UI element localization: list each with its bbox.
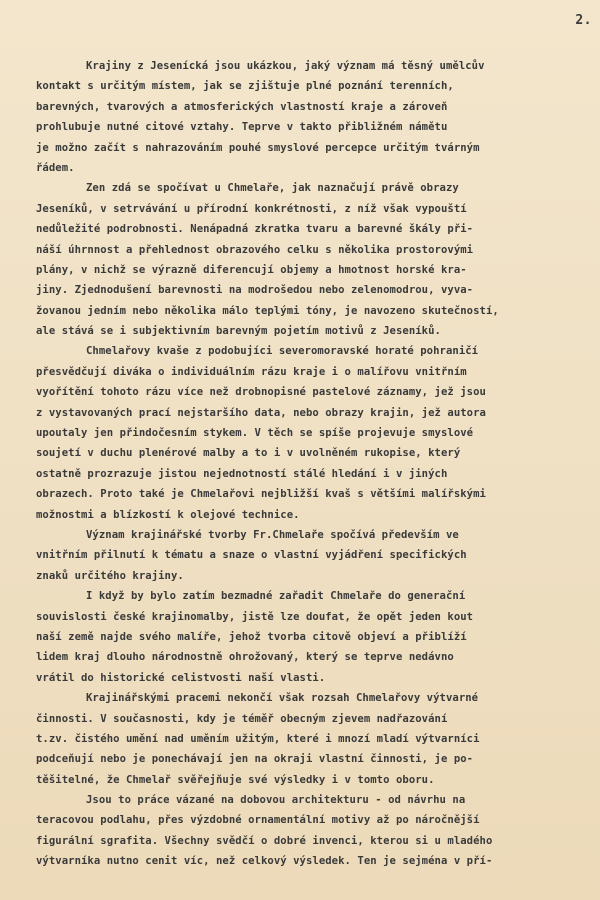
text-line: žovanou jedním nebo několika málo teplými tóny, je navozeno skutečností, [36,304,499,317]
text-line: jiny. Zjednodušení barevnosti na modrošedou nebo zelenomodrou, vyva- [36,284,474,297]
text-line: znaků určitého krajiny. [36,569,184,582]
text-line: ale stává se i subjektivním barevným pojetím motivů z Jeseníků. [36,325,441,338]
text-line: t.zv. čistého umění nad uměním užitým, které i mnozí mladí výtvarníci [36,732,480,745]
text-line: vyořítění tohoto rázu více než drobnopisné pastelové záznamy, jež jsou [36,386,486,399]
text-line: souvislosti české krajinomalby, jistě lze doufat, že opět jeden kout [36,610,474,623]
text-line: plány, v nichž se výrazně diferencují objemy a hmotnost horské kra- [36,263,467,276]
text-line: Význam krajinářské tvorby Fr.Chmelaře spočívá především ve [86,528,459,541]
text-line: obrazech. Proto také je Chmelařovi nejbližší kvaš s většími malířskými [36,488,486,501]
text-line: řádem. [36,161,75,174]
text-line: I když by bylo zatím bezmadné zařadit Chmelaře do generační [86,590,466,603]
text-line: prohlubuje nutné citové vztahy. Teprve v takto přibližném námětu [36,121,448,134]
text-line: přesvědčují diváka o individuálním rázu kraje i o malířovu vnitřním [36,365,467,378]
text-line: Jeseníků, v setrvávání u přírodní konkrétnosti, z níž však vypouští [36,202,467,215]
text-line: vnitřním přilnutí k tématu a snaze o vlastní vyjádření specifických [36,549,467,562]
body-text [36,56,596,872]
text-line: upoutaly jen přindočesním stykem. V těch se spíše projevuje smyslové [36,427,474,440]
text-line: Chmelařovy kvaše z podobujíci severomoravské horaté pohraničí [86,345,479,358]
text-line: vrátil do historické celistvosti naší vlasti. [36,671,326,684]
text-line: lidem kraj dlouho národnostně ohrožovaný, který se teprve nedávno [36,651,454,664]
text-line: barevných, tvarových a atmosferických vlastností kraje a zároveň [36,100,448,113]
text-line: kontakt s určitým místem, jak se zjištuje plné poznání terenních, [36,80,454,93]
text-line: figurální sgrafita. Všechny svědčí o dobré invenci, kterou si u mladého [36,834,493,847]
text-line: naší země najde svého malíře, jehož tvorba citově objeví a přiblíží [36,630,467,643]
text-line: soujetí v duchu plenérové malby a to i v uvolněném rukopise, který [36,447,461,460]
text-line: těšitelné, že Chmelař svěřejňuje své výsledky i v tomto oboru. [36,773,435,786]
text-line: náší úhrnnost a přehlednost obrazového celku s několika prostorovými [36,243,474,256]
text-line: podceňují nebo je ponechávají jen na okraji vlastní činnosti, je po- [36,753,474,766]
text-line: ostatně prozrazuje jistou nejednotností stálé hledání i v jiných [36,467,448,480]
text-line: možnostmi a blízkostí k olejové technice. [36,508,300,521]
text-line: Krajinářskými pracemi nekončí však rozsah Chmelařovy výtvarné [86,692,479,705]
page-number: 2. [575,13,592,28]
text-line: Zen zdá se spočívat u Chmelaře, jak naznačují právě obrazy [86,182,459,195]
text-line: Krajiny z Jesenícká jsou ukázkou, jaký význam má těsný umělcův [86,60,485,72]
text-line: Jsou to práce vázané na dobovou architekturu - od návrhu na [86,794,466,807]
text-line: výtvarníka nutno cenit víc, než celkový výsledek. Ten je sejména v pří- [36,855,493,868]
text-line: teracovou podlahu, přes výzdobné ornamentální motivy až po náročnější [36,814,480,827]
text-line: je možno začít s nahrazováním pouhé smyslové percepce určitým tvárným [36,141,480,154]
text-line: činnosti. V současnosti, kdy je téměř obecným zjevem nadřazování [36,712,448,725]
text-line: z vystavovaných prací nejstaršího data, nebo obrazy krajin, jež autora [36,406,486,419]
text-line: nedůležité podrobnosti. Nenápadná zkratka tvaru a barevné škály při- [36,223,474,236]
